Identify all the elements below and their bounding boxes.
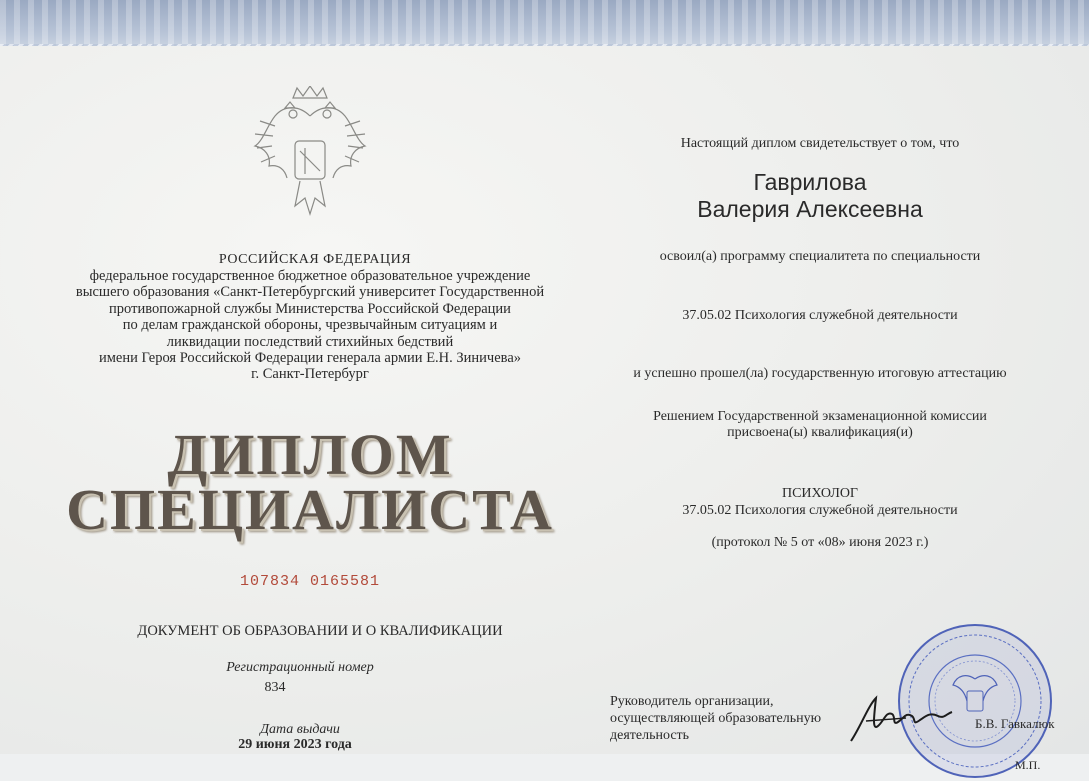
qualification-specialty: 37.05.02 Психология служебной деятельности — [682, 503, 958, 518]
diploma-sheet — [0, 46, 1089, 772]
institution-line: высшего образования «Санкт-Петербургский университет Государственной — [75, 284, 545, 301]
issue-date-label: Дата выдачи — [260, 722, 340, 737]
graduate-given-names: Валерия Алексеевна — [697, 196, 923, 222]
organization-head-title — [610, 693, 860, 744]
registration-label: Регистрационный номер — [226, 660, 374, 675]
specialty: 37.05.02 Психология служебной деятельности — [682, 308, 958, 323]
country-name: РОССИЙСКАЯ ФЕДЕРАЦИЯ — [218, 252, 412, 267]
protocol-reference: (протокол № 5 от «08» июня 2023 г.) — [711, 535, 929, 550]
institution-line: противопожарной службы Министерства Российской Федерации — [109, 300, 511, 317]
diploma-number: 107834 0165581 — [239, 573, 381, 590]
head-title-line: Руководитель организации, — [610, 694, 774, 709]
certification-intro: Настоящий диплом свидетельствует о том, что — [680, 136, 960, 151]
attestation-statement: и успешно прошел(ла) государственную итоговую аттестацию — [633, 366, 1007, 381]
diploma-subtitle: СПЕЦИАЛИСТА — [66, 477, 554, 542]
program-statement: освоил(а) программу специалитета по специальности — [659, 249, 981, 264]
decision-line: Решением Государственной экзаменационной комиссии — [653, 409, 987, 424]
qualification: ПСИХОЛОГ — [781, 486, 859, 501]
registration-number: 834 — [264, 680, 286, 695]
seal-place-label: М.П. — [1015, 758, 1041, 772]
institution-line: федеральное государственное бюджетное образовательное учреждение — [89, 268, 531, 284]
institution-line: ликвидации последствий стихийных бедствий — [166, 333, 454, 350]
institution-city: г. Санкт-Петербург — [251, 366, 369, 383]
handwritten-signature-icon — [846, 686, 956, 746]
institution-line: по делам гражданской обороны, чрезвычайным ситуациям и — [122, 317, 498, 334]
head-title-line: деятельность — [610, 728, 690, 743]
head-name: Б.В. Гавкалюк — [975, 716, 1055, 731]
commission-decision — [600, 409, 1040, 441]
diploma-title: ДИПЛОМ — [167, 422, 453, 487]
institution-line: имени Героя Российской Федерации генерала армии Е.Н. Зиничева» — [98, 350, 522, 367]
issue-date: 29 июня 2023 года — [238, 737, 352, 752]
graduate-surname: Гаврилова — [753, 169, 867, 195]
russian-coat-of-arms-icon — [245, 86, 375, 226]
decision-line: присвоена(ы) квалификация(и) — [727, 425, 913, 440]
head-title-line: осуществляющей образовательную — [610, 711, 822, 726]
document-type: ДОКУМЕНТ ОБ ОБРАЗОВАНИИ И О КВАЛИФИКАЦИИ — [137, 623, 503, 639]
institution-name — [30, 268, 590, 383]
